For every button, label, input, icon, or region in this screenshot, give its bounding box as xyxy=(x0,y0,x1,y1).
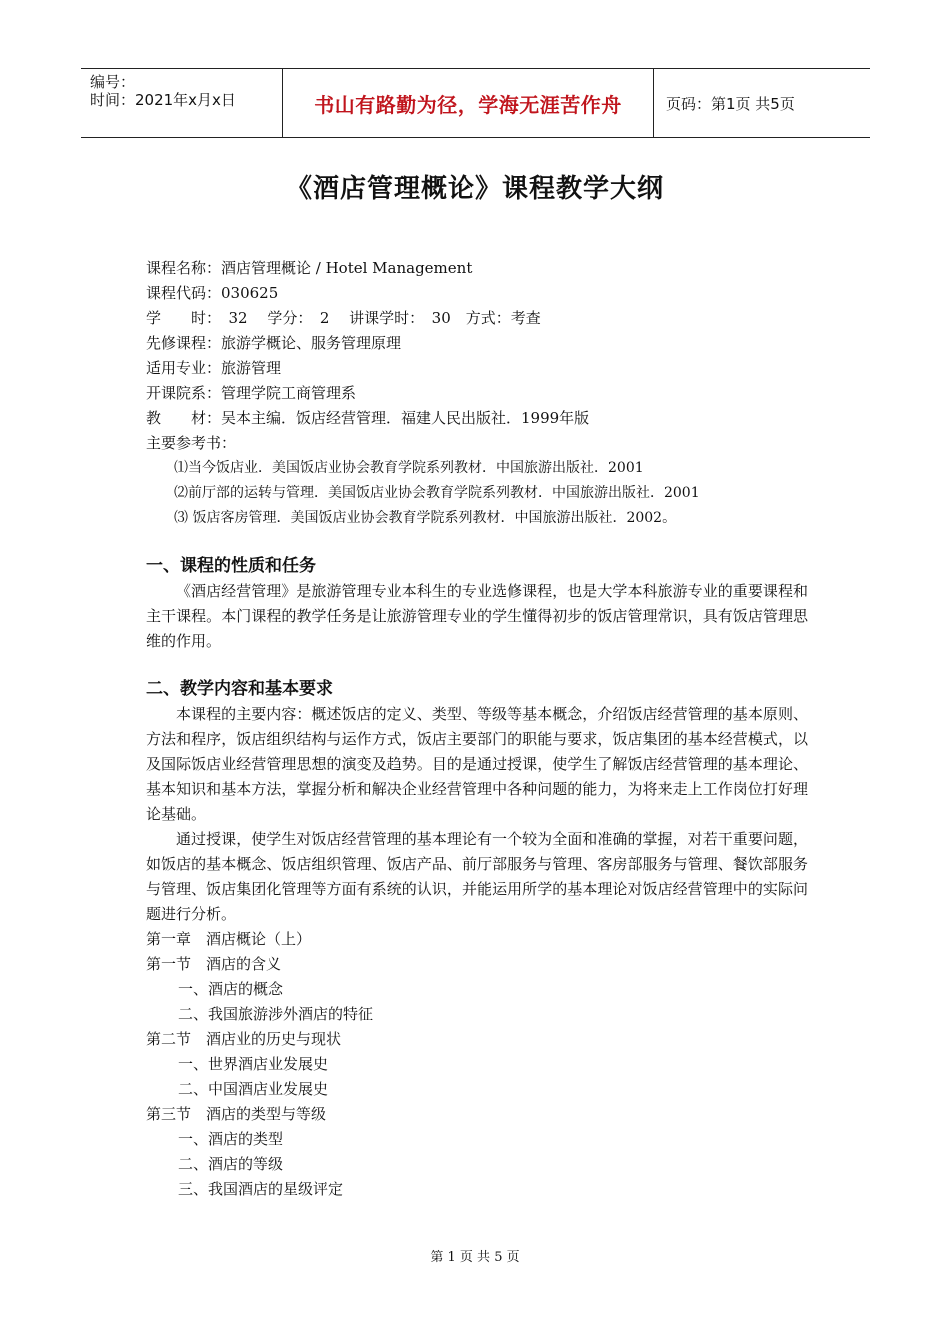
course-code: 课程代码：030625 xyxy=(146,284,279,302)
prerequisites: 先修课程：旅游学概论、服务管理原理 xyxy=(146,334,402,352)
document-body xyxy=(146,256,808,1202)
section-heading-content: 二、教学内容和基本要求 xyxy=(146,679,333,699)
document-header xyxy=(81,68,870,138)
page-footer: 第 1 页 共 5 页 xyxy=(430,1250,520,1265)
course-hours: 学 时： 32 学分： 2 讲课学时： 30 方式：考查 xyxy=(146,309,541,327)
motto-text: 书山有路勤为径，学海无涯苦作舟 xyxy=(314,92,622,117)
outline-section: 第二节 酒店业的历史与现状 xyxy=(146,1030,342,1048)
chapter-outline xyxy=(146,927,808,1202)
outline-item: 三、我国酒店的星级评定 xyxy=(178,1180,344,1198)
outline-item: 一、世界酒店业发展史 xyxy=(178,1055,329,1073)
section-paragraph: 通过授课，使学生对饭店经营管理的基本理论有一个较为全面和准确的掌握，对若干重要问题，如饭店的基本概念、饭店组织管理、饭店产品、前厅部服务与管理、客房部服务与管理、餐饮部服务与管理、饭店集团化管理等方面有系统的认识，并能运用所学的基本理论对饭店经营管理中的实际问题进行分析。 xyxy=(146,830,808,923)
textbook: 教 材：吴本主编．饭店经营管理．福建人民出版社．1999年版 xyxy=(146,409,590,427)
document-title: 《酒店管理概论》课程教学大纲 xyxy=(285,174,664,204)
outline-item: 二、我国旅游涉外酒店的特征 xyxy=(178,1005,374,1023)
outline-item: 一、酒店的类型 xyxy=(178,1130,284,1148)
outline-item: 二、中国酒店业发展史 xyxy=(178,1080,329,1098)
course-info-block xyxy=(146,256,808,531)
references-label: 主要参考书： xyxy=(146,434,237,452)
section-paragraph: 《酒店经营管理》是旅游管理专业本科生的专业选修课程，也是大学本科旅游专业的重要课程和主干课程。本门课程的教学任务是让旅游管理专业的学生懂得初步的饭店管理常识，具有饭店管理思维的作用。 xyxy=(146,582,808,650)
applicable-major: 适用专业：旅游管理 xyxy=(146,359,282,377)
header-page-cell xyxy=(654,69,870,137)
course-name: 课程名称：酒店管理概论 / Hotel Management xyxy=(146,259,473,277)
serial-number-label: 编号： xyxy=(90,73,136,91)
outline-item: 一、酒店的概念 xyxy=(178,980,284,998)
outline-chapter: 第一章 酒店概论（上） xyxy=(146,930,312,948)
reference-item: ⑶ 饭店客房管理．美国饭店业协会教育学院系列教材．中国旅游出版社．2002。 xyxy=(174,510,677,526)
section-paragraph: 本课程的主要内容：概述饭店的定义、类型、等级等基本概念，介绍饭店经营管理的基本原则、方法和程序，饭店组织结构与运作方式，饭店主要部门的职能与要求，饭店集团的基本经营模式，以及国际饭店业经营管理思想的演变及趋势。目的是通过授课，使学生了解饭店经营管理的基本理论、基本知识和基本方法，掌握分析和解决企业经营管理中各种问题的能力，为将来走上工作岗位打好理论基础。 xyxy=(146,705,808,823)
outline-section: 第一节 酒店的含义 xyxy=(146,955,282,973)
department: 开课院系：管理学院工商管理系 xyxy=(146,384,357,402)
header-meta-cell xyxy=(81,69,283,137)
outline-section: 第三节 酒店的类型与等级 xyxy=(146,1105,327,1123)
date-line: 时间：2021年x月x日 xyxy=(90,91,236,109)
section-heading-nature: 一、课程的性质和任务 xyxy=(146,556,316,576)
page-code: 页码：第1页 共5页 xyxy=(666,94,795,113)
reference-item: ⑴当今饭店业．美国饭店业协会教育学院系列教材．中国旅游出版社．2001 xyxy=(174,460,644,476)
outline-item: 二、酒店的等级 xyxy=(178,1155,284,1173)
header-motto-cell xyxy=(283,69,654,137)
reference-item: ⑵前厅部的运转与管理．美国饭店业协会教育学院系列教材．中国旅游出版社．2001 xyxy=(174,485,700,501)
